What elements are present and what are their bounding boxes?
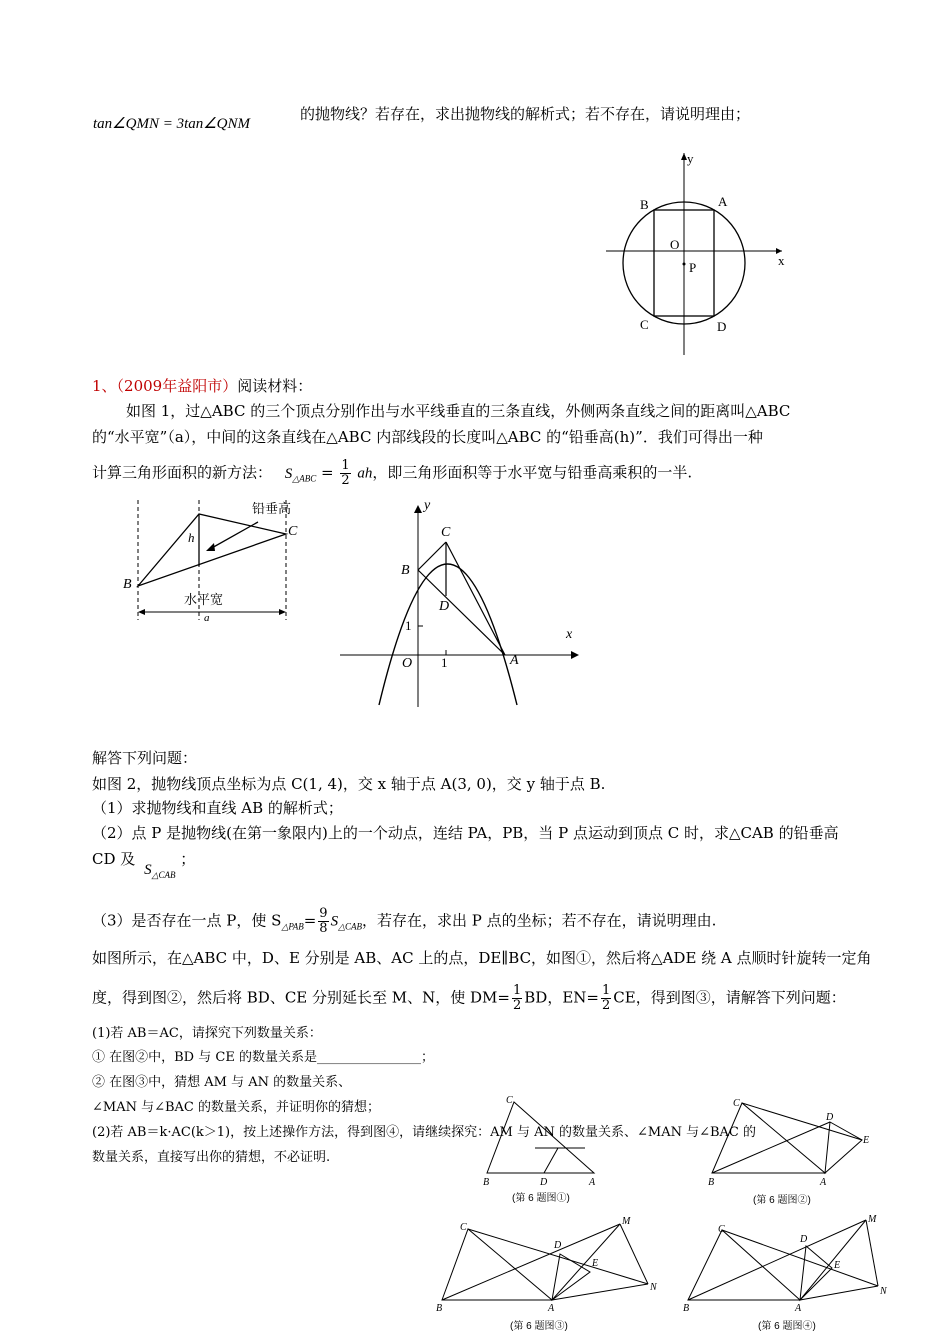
fig2-parabola xyxy=(335,495,585,710)
problem1-p3: 计算三角形面积的新方法： $S_{\triangle ABC}$ = $\frac{1}{2}$ ah，即三角形面积等于水平宽与铅垂高乘积的一半. xyxy=(92,458,693,488)
circle-figure xyxy=(600,145,800,360)
caption-fig2: (第 6 题图②) xyxy=(753,1195,811,1206)
segment-mn xyxy=(866,1220,878,1286)
q2b: CD 及 $S_{\triangle CAB}$ ； xyxy=(92,850,196,880)
width-arrow-left xyxy=(138,609,145,615)
label-c: C xyxy=(640,317,649,332)
label-c: C xyxy=(506,1095,513,1106)
label-a: A xyxy=(718,194,728,209)
label-a: A xyxy=(510,653,519,668)
problem2-q1c: ∠MAN 与∠BAC 的数量关系，并证明你的猜想； xyxy=(92,1100,381,1115)
label-n: N xyxy=(650,1282,657,1293)
label-y: y xyxy=(424,498,431,513)
caption-fig3: (第 6 题图③) xyxy=(510,1321,568,1332)
label-o: O xyxy=(670,237,680,252)
label-a: A xyxy=(820,1177,827,1188)
problem2-p2: 度，得到图②，然后将 BD、CE 分别延长至 M、N，使 DM= $\frac{1}{2}$ BD，EN= $\frac{1}{2}$ CE，得到图③，请解答下列问题： xyxy=(92,983,846,1013)
problem2-q2b: 数量关系，直接写出你的猜想，不必证明. xyxy=(92,1150,331,1165)
label-d: D xyxy=(717,319,727,334)
label-m: M xyxy=(868,1214,877,1225)
fig6-1 xyxy=(475,1090,605,1205)
label-b: B xyxy=(683,1303,690,1314)
segment-bd xyxy=(712,1122,830,1173)
q2a: （2）点 P 是抛物线(在第一象限内)上的一个动点，连结 PA，PB，当 P 点运动到顶点 C 时，求△CAB 的铅垂高 xyxy=(92,824,839,842)
label-d: D xyxy=(554,1240,562,1251)
problem2-q2a: (2)若 AB＝k·AC(k＞1)，按上述操作方法，得到图④，请继续探究：AM 与 AN 的数量关系、∠MAN 与∠BAC 的 xyxy=(92,1125,756,1140)
label-b: B xyxy=(640,197,649,212)
caption-fig1: (第 6 题图①) xyxy=(512,1193,570,1204)
triangle-ade xyxy=(800,1246,832,1300)
problem1-p2: 的“水平宽”（a），中间的这条直线在△ABC 内部线段的长度叫△ABC 的“铅垂高(h)”．我们可得出一种 xyxy=(92,428,763,446)
pointer-arrow xyxy=(210,522,258,549)
label-b: B xyxy=(708,1177,715,1188)
label-a: a xyxy=(204,612,210,624)
q3: （3）是否存在一点 P，使 $S_{\triangle PAB}=$ $\frac{9}{8}$ $S_{\triangle CAB}$，若存在，求出 P 点的坐标；若不存在，请说明理由. xyxy=(92,906,717,936)
label-d: D xyxy=(826,1112,834,1123)
label-e: E xyxy=(834,1260,841,1271)
fig6-4 xyxy=(680,1212,900,1337)
problem2-p1: 如图所示，在△ABC 中，D、E 分别是 AB、AC 上的点，DE∥BC，如图①，然后将△ADE 绕 A 点顺时针旋转一定角 xyxy=(92,949,872,967)
label-d: D xyxy=(540,1177,548,1188)
label-a: A xyxy=(589,1177,596,1188)
label-b: B xyxy=(401,563,410,578)
label-d: D xyxy=(439,599,450,614)
label-m: M xyxy=(622,1216,631,1227)
label-b: B xyxy=(123,577,132,592)
triangle-abc xyxy=(688,1230,800,1300)
line-ab xyxy=(418,570,505,655)
segment-de-side xyxy=(544,1148,558,1173)
problem2-q1b: ② 在图③中，猜想 AM 与 AN 的数量关系、 xyxy=(92,1075,352,1090)
label-e: E xyxy=(592,1258,599,1269)
point-p xyxy=(683,263,686,266)
width-arrow-right xyxy=(279,609,286,615)
y-axis-arrow xyxy=(414,505,422,513)
label-h: h xyxy=(188,530,195,545)
fig6-3 xyxy=(430,1212,660,1337)
label-c: C xyxy=(441,525,451,540)
label-c: C xyxy=(288,524,298,539)
q-intro: 解答下列问题： xyxy=(92,749,198,767)
label-c: C xyxy=(460,1222,467,1233)
q1: （1）求抛物线和直线 AB 的解析式； xyxy=(92,799,343,817)
label-qianchuigao: 铅垂高 xyxy=(252,501,292,516)
problem1-heading: 1、（2009年益阳市）阅读材料： xyxy=(92,377,313,395)
problem1-p1: 如图 1，过△ABC 的三个顶点分别作出与水平线垂直的三条直线，外侧两条直线之间的距离叫△ABC xyxy=(126,402,791,420)
fig1-triangle xyxy=(118,495,308,625)
label-y: y xyxy=(687,151,694,166)
line-ca xyxy=(446,542,505,655)
segment-am xyxy=(800,1220,866,1300)
pointer-arrowhead xyxy=(206,543,215,551)
segment-am xyxy=(552,1224,620,1300)
fraction-half-2: $\frac{1}{2}$ xyxy=(601,983,611,1013)
caption-fig4: (第 6 题图④) xyxy=(758,1321,816,1332)
label-c: C xyxy=(733,1098,740,1109)
triangle-abc xyxy=(442,1229,552,1300)
label-b: B xyxy=(436,1303,443,1314)
q-line1: 如图 2，抛物线顶点坐标为点 C(1, 4)，交 x 轴于点 A(3, 0)，交 y 轴于点 B. xyxy=(92,775,606,793)
top-text: 的抛物线？若存在，求出抛物线的解析式；若不存在，请说明理由； xyxy=(300,105,751,123)
fraction-half-1: $\frac{1}{2}$ xyxy=(513,983,522,1013)
label-b: B xyxy=(483,1177,490,1188)
problem2-q1: (1)若 AB＝AC，请探究下列数量关系： xyxy=(92,1026,322,1041)
label-shuipingkuan: 水平宽 xyxy=(184,592,224,607)
label-o: O xyxy=(402,656,413,671)
fig6-2 xyxy=(700,1090,880,1210)
segment-an xyxy=(552,1284,648,1300)
triangle-abc xyxy=(712,1103,825,1173)
fraction-nine-eighths: $\frac{9}{8}$ xyxy=(319,906,328,936)
label-a: A xyxy=(548,1303,555,1314)
problem2-q1a: ① 在图②中，BD 与 CE 的数量关系是________________； xyxy=(92,1050,434,1065)
segment-cn xyxy=(468,1229,648,1284)
label-p: P xyxy=(689,260,697,275)
label-d: D xyxy=(800,1234,808,1245)
triangle-ade xyxy=(825,1122,862,1173)
label-a: A xyxy=(795,1303,802,1314)
label-n: N xyxy=(880,1286,887,1297)
label-x: x xyxy=(778,253,785,268)
label-one-x: 1 xyxy=(441,655,448,670)
x-axis-arrow xyxy=(571,651,579,659)
label-x: x xyxy=(566,627,573,642)
segment-mn xyxy=(620,1224,648,1284)
top-formula: tan∠QMN = 3tan∠QNM xyxy=(93,116,251,132)
triangle-abc xyxy=(487,1102,594,1173)
line-bc xyxy=(418,542,446,570)
label-e: E xyxy=(863,1135,870,1146)
fraction-half: $\frac{1}{2}$ xyxy=(341,458,350,488)
parabola-curve xyxy=(379,564,517,705)
label-c: C xyxy=(718,1224,725,1235)
label-one-y: 1 xyxy=(405,618,412,633)
